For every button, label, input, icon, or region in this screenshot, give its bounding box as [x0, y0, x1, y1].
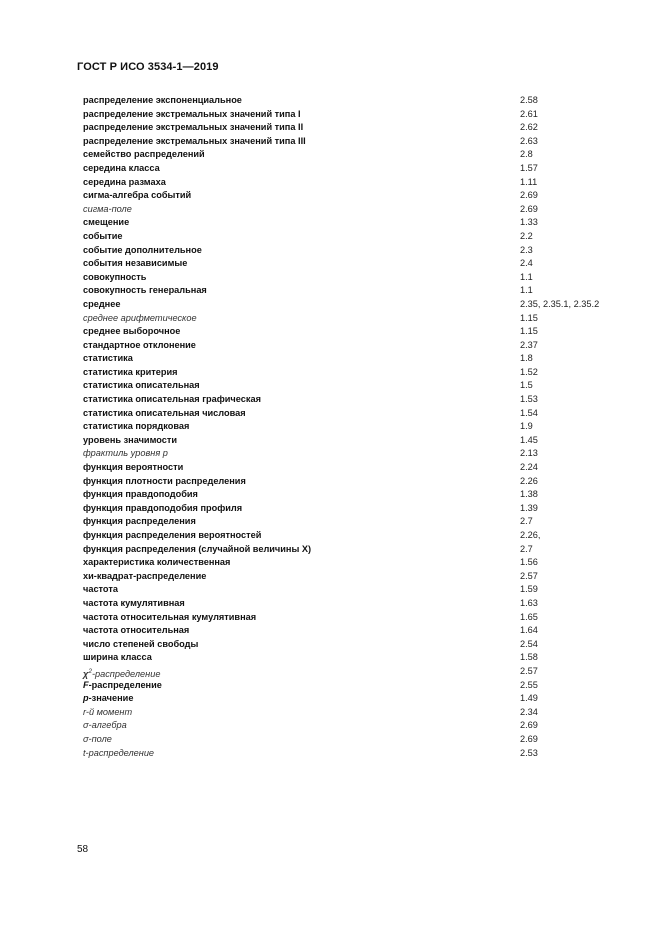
index-term	[83, 515, 196, 529]
index-reference: 2.62	[520, 122, 538, 133]
index-term	[83, 556, 230, 570]
term-text: события независимые	[83, 258, 188, 269]
index-entry	[83, 529, 643, 543]
document-header: ГОСТ Р ИСО 3534-1—2019	[77, 61, 219, 73]
index-term	[83, 692, 133, 706]
index-term	[83, 176, 166, 190]
index-term	[83, 393, 261, 407]
term-text: функция правдоподобия	[83, 489, 198, 500]
index-term	[83, 339, 196, 353]
term-text: статистика описательная	[83, 380, 200, 391]
term-text: функция распределения	[83, 516, 196, 527]
index-term	[83, 447, 168, 461]
index-entry	[83, 692, 643, 706]
index-term	[83, 257, 187, 271]
index-entry	[83, 597, 643, 611]
term-text: частота	[83, 584, 118, 595]
index-reference: 1.1	[520, 285, 533, 296]
index-term	[83, 203, 132, 217]
term-text: уровень значимости	[83, 434, 178, 445]
index-term	[83, 434, 177, 448]
term-symbol: χ	[83, 668, 89, 679]
index-reference: 2.34	[520, 706, 538, 717]
term-text: частота относительная	[83, 625, 190, 636]
index-term	[83, 651, 152, 665]
term-text: хи-квадрат-распределение	[83, 570, 207, 581]
index-term	[83, 189, 191, 203]
index-reference: 2.63	[520, 135, 538, 146]
page-number: 58	[77, 844, 89, 855]
index-entry	[83, 366, 643, 380]
index-term	[83, 679, 162, 693]
index-entry	[83, 284, 643, 298]
index-reference: 1.58	[520, 652, 538, 663]
index-term	[83, 733, 112, 747]
index-entry	[83, 189, 643, 203]
alphabetical-index	[83, 94, 643, 760]
index-entry	[83, 216, 643, 230]
index-entry	[83, 271, 643, 285]
index-reference: 2.24	[520, 462, 538, 473]
index-term	[83, 352, 133, 366]
index-entry	[83, 679, 643, 693]
index-entry	[83, 339, 643, 353]
term-text: -значение	[88, 693, 134, 704]
index-reference: 1.8	[520, 353, 533, 364]
index-term	[83, 216, 129, 230]
index-reference: 1.15	[520, 312, 538, 323]
index-entry	[83, 203, 643, 217]
index-reference: 1.49	[520, 693, 538, 704]
term-text: частота относительная кумулятивная	[83, 611, 257, 622]
term-text: статистика порядковая	[83, 421, 190, 432]
term-text: сигма-поле	[83, 203, 132, 214]
term-text: σ-алгебра	[83, 720, 127, 731]
index-reference: 2.26	[520, 475, 538, 486]
index-reference: 2.2	[520, 230, 533, 241]
index-term	[83, 624, 189, 638]
index-entry	[83, 665, 643, 679]
index-entry	[83, 651, 643, 665]
index-reference: 2.53	[520, 747, 538, 758]
index-entry	[83, 556, 643, 570]
index-reference: 2.7	[520, 516, 533, 527]
index-reference: 2.35, 2.35.1, 2.35.2	[520, 298, 600, 309]
index-term	[83, 108, 301, 122]
index-entry	[83, 257, 643, 271]
index-reference: 2.26,	[520, 530, 541, 540]
index-term	[83, 461, 183, 475]
term-text: распределение экспоненциальное	[83, 95, 242, 105]
index-entry	[83, 488, 643, 502]
index-reference: 1.1	[520, 271, 533, 282]
index-term	[83, 529, 261, 543]
index-reference: 2.61	[520, 108, 538, 119]
index-reference: 1.59	[520, 584, 538, 595]
index-reference: 1.53	[520, 394, 538, 405]
index-term	[83, 475, 246, 489]
term-text: распределение экстремальных значений типа II	[83, 122, 304, 133]
index-entry	[83, 352, 643, 366]
index-term	[83, 271, 146, 285]
index-entry	[83, 461, 643, 475]
term-text: r-й момент	[83, 706, 133, 717]
term-text: функция вероятности	[83, 462, 184, 473]
index-entry	[83, 94, 643, 108]
index-reference: 2.58	[520, 95, 538, 105]
index-term	[83, 94, 242, 108]
index-term	[83, 706, 132, 720]
index-reference: 2.57	[520, 570, 538, 581]
term-text: статистика критерия	[83, 366, 178, 377]
index-reference: 2.4	[520, 258, 533, 269]
index-entry	[83, 583, 643, 597]
term-text: среднее арифметическое	[83, 312, 197, 323]
index-entry	[83, 121, 643, 135]
term-text: фрактиль уровня p	[83, 448, 168, 459]
index-reference: 1.33	[520, 217, 538, 228]
index-entry	[83, 706, 643, 720]
index-term	[83, 638, 198, 652]
index-entry	[83, 447, 643, 461]
index-term	[83, 543, 311, 557]
index-reference: 2.69	[520, 733, 538, 744]
index-reference: 2.37	[520, 339, 538, 350]
index-entry	[83, 379, 643, 393]
term-symbol: F	[83, 679, 89, 690]
index-term	[83, 325, 180, 339]
index-reference: 1.64	[520, 625, 538, 636]
index-reference: 1.63	[520, 597, 538, 608]
index-entry	[83, 148, 643, 162]
term-text: середина класса	[83, 162, 160, 173]
index-term	[83, 407, 246, 421]
index-term	[83, 230, 123, 244]
index-reference: 2.57	[520, 665, 538, 676]
index-reference: 1.57	[520, 162, 538, 173]
index-entry	[83, 638, 643, 652]
index-reference: 1.5	[520, 380, 533, 391]
index-entry	[83, 162, 643, 176]
index-reference: 1.56	[520, 557, 538, 568]
term-text: совокупность генеральная	[83, 285, 207, 296]
index-reference: 2.69	[520, 203, 538, 214]
term-text: статистика описательная числовая	[83, 407, 246, 418]
index-term	[83, 611, 256, 625]
index-term	[83, 244, 202, 258]
index-entry	[83, 108, 643, 122]
term-text: характеристика количественная	[83, 557, 231, 568]
index-entry	[83, 719, 643, 733]
index-reference: 2.69	[520, 190, 538, 201]
term-superscript: 2	[88, 667, 92, 675]
index-entry	[83, 420, 643, 434]
term-text: среднее выборочное	[83, 326, 181, 337]
index-reference: 2.54	[520, 638, 538, 649]
index-reference: 1.11	[520, 176, 538, 187]
term-text: -распределение	[88, 679, 162, 690]
index-entry	[83, 230, 643, 244]
index-reference: 2.8	[520, 149, 533, 160]
index-entry	[83, 733, 643, 747]
term-text: среднее	[83, 298, 121, 309]
index-term	[83, 148, 205, 162]
index-reference: 1.38	[520, 489, 538, 500]
index-entry	[83, 747, 643, 761]
index-entry	[83, 135, 643, 149]
index-term	[83, 379, 200, 393]
term-text: распределение экстремальных значений типа I	[83, 108, 301, 119]
term-text: функция правдоподобия профиля	[83, 502, 243, 513]
index-term	[83, 719, 127, 733]
term-text: статистика описательная графическая	[83, 394, 261, 405]
term-text: середина размаха	[83, 176, 166, 187]
index-entry	[83, 176, 643, 190]
term-text: смещение	[83, 217, 130, 228]
index-term	[83, 312, 197, 326]
index-term	[83, 420, 189, 434]
index-entry	[83, 434, 643, 448]
index-entry	[83, 298, 643, 312]
index-reference: 2.69	[520, 720, 538, 731]
index-term	[83, 162, 160, 176]
term-text: σ-поле	[83, 733, 112, 744]
index-term	[83, 298, 120, 312]
index-reference: 2.55	[520, 679, 538, 690]
term-text: частота кумулятивная	[83, 597, 185, 608]
term-text: событие дополнительное	[83, 244, 202, 255]
index-term	[83, 583, 118, 597]
index-term	[83, 570, 206, 584]
index-reference: 1.9	[520, 421, 533, 432]
term-text: число степеней свободы	[83, 638, 199, 649]
index-reference: 1.39	[520, 502, 538, 513]
term-text: статистика	[83, 353, 133, 364]
term-text: сигма-алгебра событий	[83, 190, 192, 201]
index-term	[83, 284, 207, 298]
index-term	[83, 366, 177, 380]
index-term	[83, 747, 154, 761]
index-entry	[83, 624, 643, 638]
index-reference: 2.13	[520, 448, 538, 459]
index-reference: 1.54	[520, 407, 538, 418]
index-reference: 1.45	[520, 434, 538, 445]
index-reference: 2.3	[520, 244, 533, 255]
term-text: функция плотности распределения	[83, 475, 246, 486]
term-text: функция распределения вероятностей	[83, 530, 262, 540]
index-entry	[83, 502, 643, 516]
index-entry	[83, 325, 643, 339]
index-reference: 1.52	[520, 366, 538, 377]
index-term	[83, 502, 242, 516]
index-entry	[83, 570, 643, 584]
term-text: стандартное отклонение	[83, 339, 196, 350]
term-text: -распределение	[91, 668, 161, 679]
index-term	[83, 121, 303, 135]
term-text: совокупность	[83, 271, 147, 282]
term-symbol: p	[83, 693, 89, 704]
term-text: событие	[83, 230, 123, 241]
index-entry	[83, 611, 643, 625]
term-text: семейство распределений	[83, 149, 205, 160]
index-reference: 1.65	[520, 611, 538, 622]
index-entry	[83, 393, 643, 407]
index-term	[83, 135, 306, 149]
index-entry	[83, 244, 643, 258]
index-term	[83, 597, 185, 611]
term-text: распределение экстремальных значений типа III	[83, 135, 306, 146]
index-reference: 1.15	[520, 326, 538, 337]
index-entry	[83, 515, 643, 529]
index-term	[83, 488, 198, 502]
index-entry	[83, 475, 643, 489]
index-entry	[83, 312, 643, 326]
index-entry	[83, 407, 643, 421]
term-text: функция распределения (случайной величины X)	[83, 543, 312, 554]
term-text: ширина класса	[83, 652, 152, 663]
term-text: t-распределение	[83, 747, 155, 758]
index-reference: 2.7	[520, 543, 533, 554]
index-entry	[83, 543, 643, 557]
